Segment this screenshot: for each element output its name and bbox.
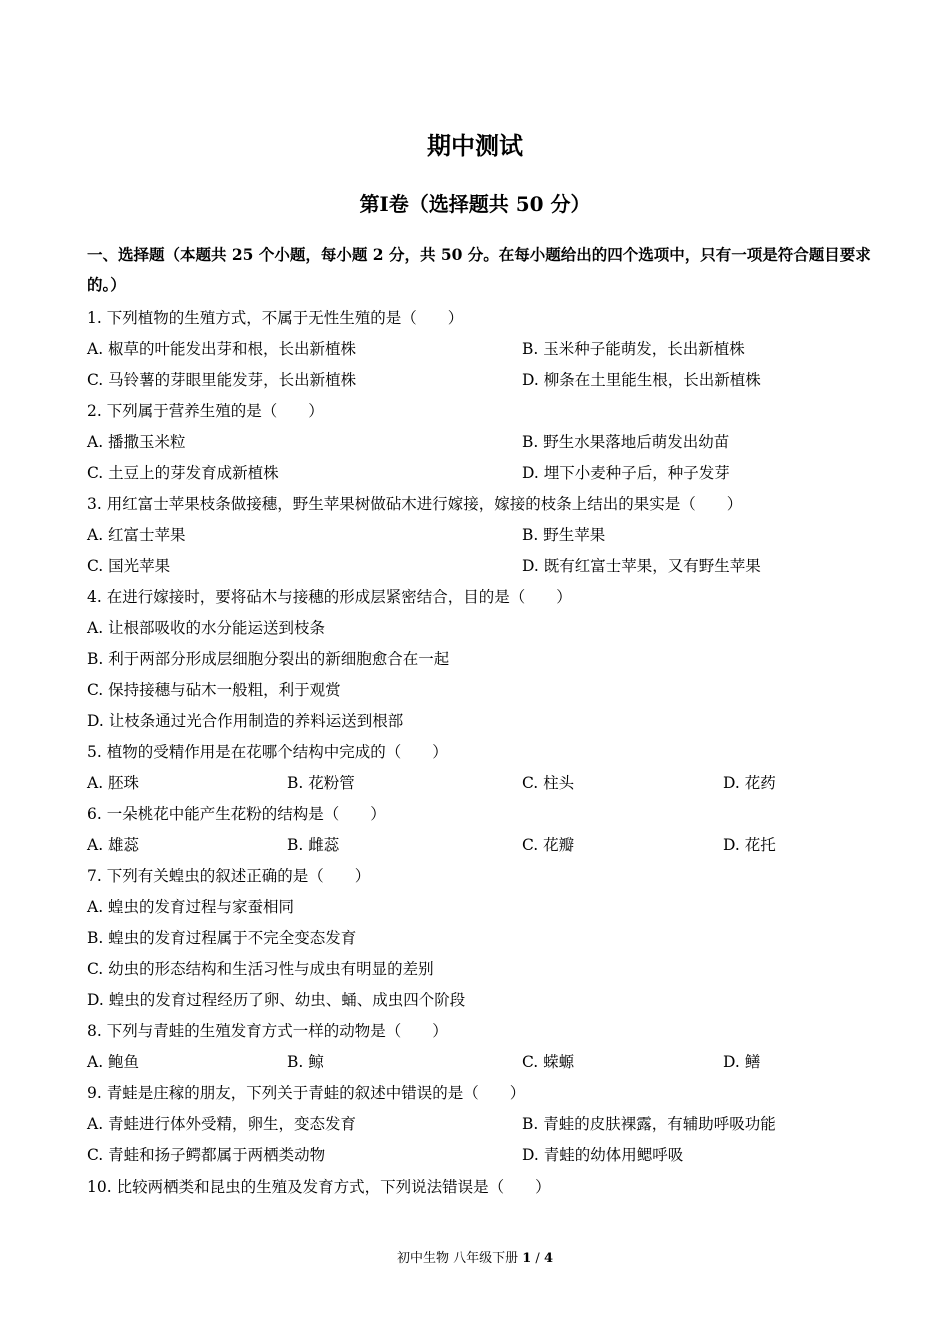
question-5-option-a: A. 胚珠 bbox=[87, 774, 140, 792]
question-4-option-d: D. 让枝条通过光合作用制造的养料运送到根部 bbox=[87, 712, 404, 730]
question-1-option-a: A. 椒草的叶能发出芽和根，长出新植株 bbox=[87, 340, 357, 358]
question-1-option-c: C. 马铃薯的芽眼里能发芽，长出新植株 bbox=[87, 371, 357, 389]
question-9-option-a: A. 青蛙进行体外受精，卵生，变态发育 bbox=[87, 1115, 357, 1133]
question-9-option-d: D. 青蛙的幼体用鳃呼吸 bbox=[522, 1146, 684, 1164]
question-8-option-b: B. 鲸 bbox=[287, 1053, 324, 1071]
question-1-option-b: B. 玉米种子能萌发，长出新植株 bbox=[522, 340, 745, 358]
footer-separator: / bbox=[531, 1251, 544, 1266]
page-title: 期中测试 bbox=[427, 131, 523, 160]
question-5-stem: 5. 植物的受精作用是在花哪个结构中完成的（ ） bbox=[87, 743, 448, 761]
question-7-stem: 7. 下列有关蝗虫的叙述正确的是（ ） bbox=[87, 867, 371, 885]
question-4-option-a: A. 让根部吸收的水分能运送到枝条 bbox=[87, 619, 326, 637]
footer-page-total: 4 bbox=[543, 1251, 553, 1266]
question-9-stem: 9. 青蛙是庄稼的朋友，下列关于青蛙的叙述中错误的是（ ） bbox=[87, 1084, 526, 1102]
question-7-option-d: D. 蝗虫的发育过程经历了卵、幼虫、蛹、成虫四个阶段 bbox=[87, 991, 466, 1009]
question-3-option-b: B. 野生苹果 bbox=[522, 526, 606, 544]
question-8-stem: 8. 下列与青蛙的生殖发育方式一样的动物是（ ） bbox=[87, 1022, 448, 1040]
question-6-option-a: A. 雄蕊 bbox=[87, 836, 140, 854]
question-6-stem: 6. 一朵桃花中能产生花粉的结构是（ ） bbox=[87, 805, 386, 823]
question-2-option-a: A. 播撒玉米粒 bbox=[87, 433, 186, 451]
question-6-option-c: C. 花瓣 bbox=[522, 836, 575, 854]
question-1-stem: 1. 下列植物的生殖方式，不属于无性生殖的是（ ） bbox=[87, 309, 464, 327]
question-2-option-d: D. 埋下小麦种子后，种子发芽 bbox=[522, 464, 730, 482]
question-10-stem: 10. 比较两栖类和昆虫的生殖及发育方式，下列说法错误是（ ） bbox=[87, 1178, 551, 1196]
question-7-option-c: C. 幼虫的形态结构和生活习性与成虫有明显的差别 bbox=[87, 960, 434, 978]
question-8-option-a: A. 鲍鱼 bbox=[87, 1053, 140, 1071]
page-footer bbox=[0, 1247, 950, 1266]
question-8-option-d: D. 鳝 bbox=[723, 1053, 761, 1071]
question-9-option-c: C. 青蛙和扬子鳄都属于两栖类动物 bbox=[87, 1146, 326, 1164]
page-subtitle: 第I卷（选择题共 50 分） bbox=[359, 192, 591, 216]
question-9-option-b: B. 青蛙的皮肤裸露，有辅助呼吸功能 bbox=[522, 1115, 776, 1133]
question-5-option-c: C. 柱头 bbox=[522, 774, 575, 792]
question-1-option-d: D. 柳条在土里能生根，长出新植株 bbox=[522, 371, 761, 389]
question-2-option-b: B. 野生水果落地后萌发出幼苗 bbox=[522, 433, 730, 451]
question-7-option-b: B. 蝗虫的发育过程属于不完全变态发育 bbox=[87, 929, 357, 947]
section-heading: 一、选择题（本题共 25 个小题，每小题 2 分，共 50 分。在每小题给出的四个选项中，只有一项是符合题目要求的。） bbox=[87, 245, 871, 294]
question-4-option-b: B. 利于两部分形成层细胞分裂出的新细胞愈合在一起 bbox=[87, 650, 450, 668]
question-4-option-c: C. 保持接穗与砧木一般粗，利于观赏 bbox=[87, 681, 341, 699]
question-3-option-d: D. 既有红富士苹果，又有野生苹果 bbox=[522, 557, 761, 575]
question-2-option-c: C. 土豆上的芽发育成新植株 bbox=[87, 464, 279, 482]
question-7-option-a: A. 蝗虫的发育过程与家蚕相同 bbox=[87, 898, 295, 916]
question-3-stem: 3. 用红富士苹果枝条做接穗，野生苹果树做砧木进行嫁接，嫁接的枝条上结出的果实是（ ） bbox=[87, 495, 743, 513]
question-5-option-b: B. 花粉管 bbox=[287, 774, 355, 792]
question-6-option-d: D. 花托 bbox=[723, 836, 776, 854]
question-4-stem: 4. 在进行嫁接时，要将砧木与接穗的形成层紧密结合，目的是（ ） bbox=[87, 588, 572, 606]
question-3-option-c: C. 国光苹果 bbox=[87, 557, 171, 575]
question-5-option-d: D. 花药 bbox=[723, 774, 776, 792]
question-3-option-a: A. 红富士苹果 bbox=[87, 526, 186, 544]
question-2-stem: 2. 下列属于营养生殖的是（ ） bbox=[87, 402, 324, 420]
question-8-option-c: C. 蝾螈 bbox=[522, 1053, 575, 1071]
footer-text: 初中生物 八年级下册 bbox=[396, 1251, 523, 1266]
footer-page-number: 1 bbox=[522, 1251, 532, 1266]
question-6-option-b: B. 雌蕊 bbox=[287, 836, 340, 854]
